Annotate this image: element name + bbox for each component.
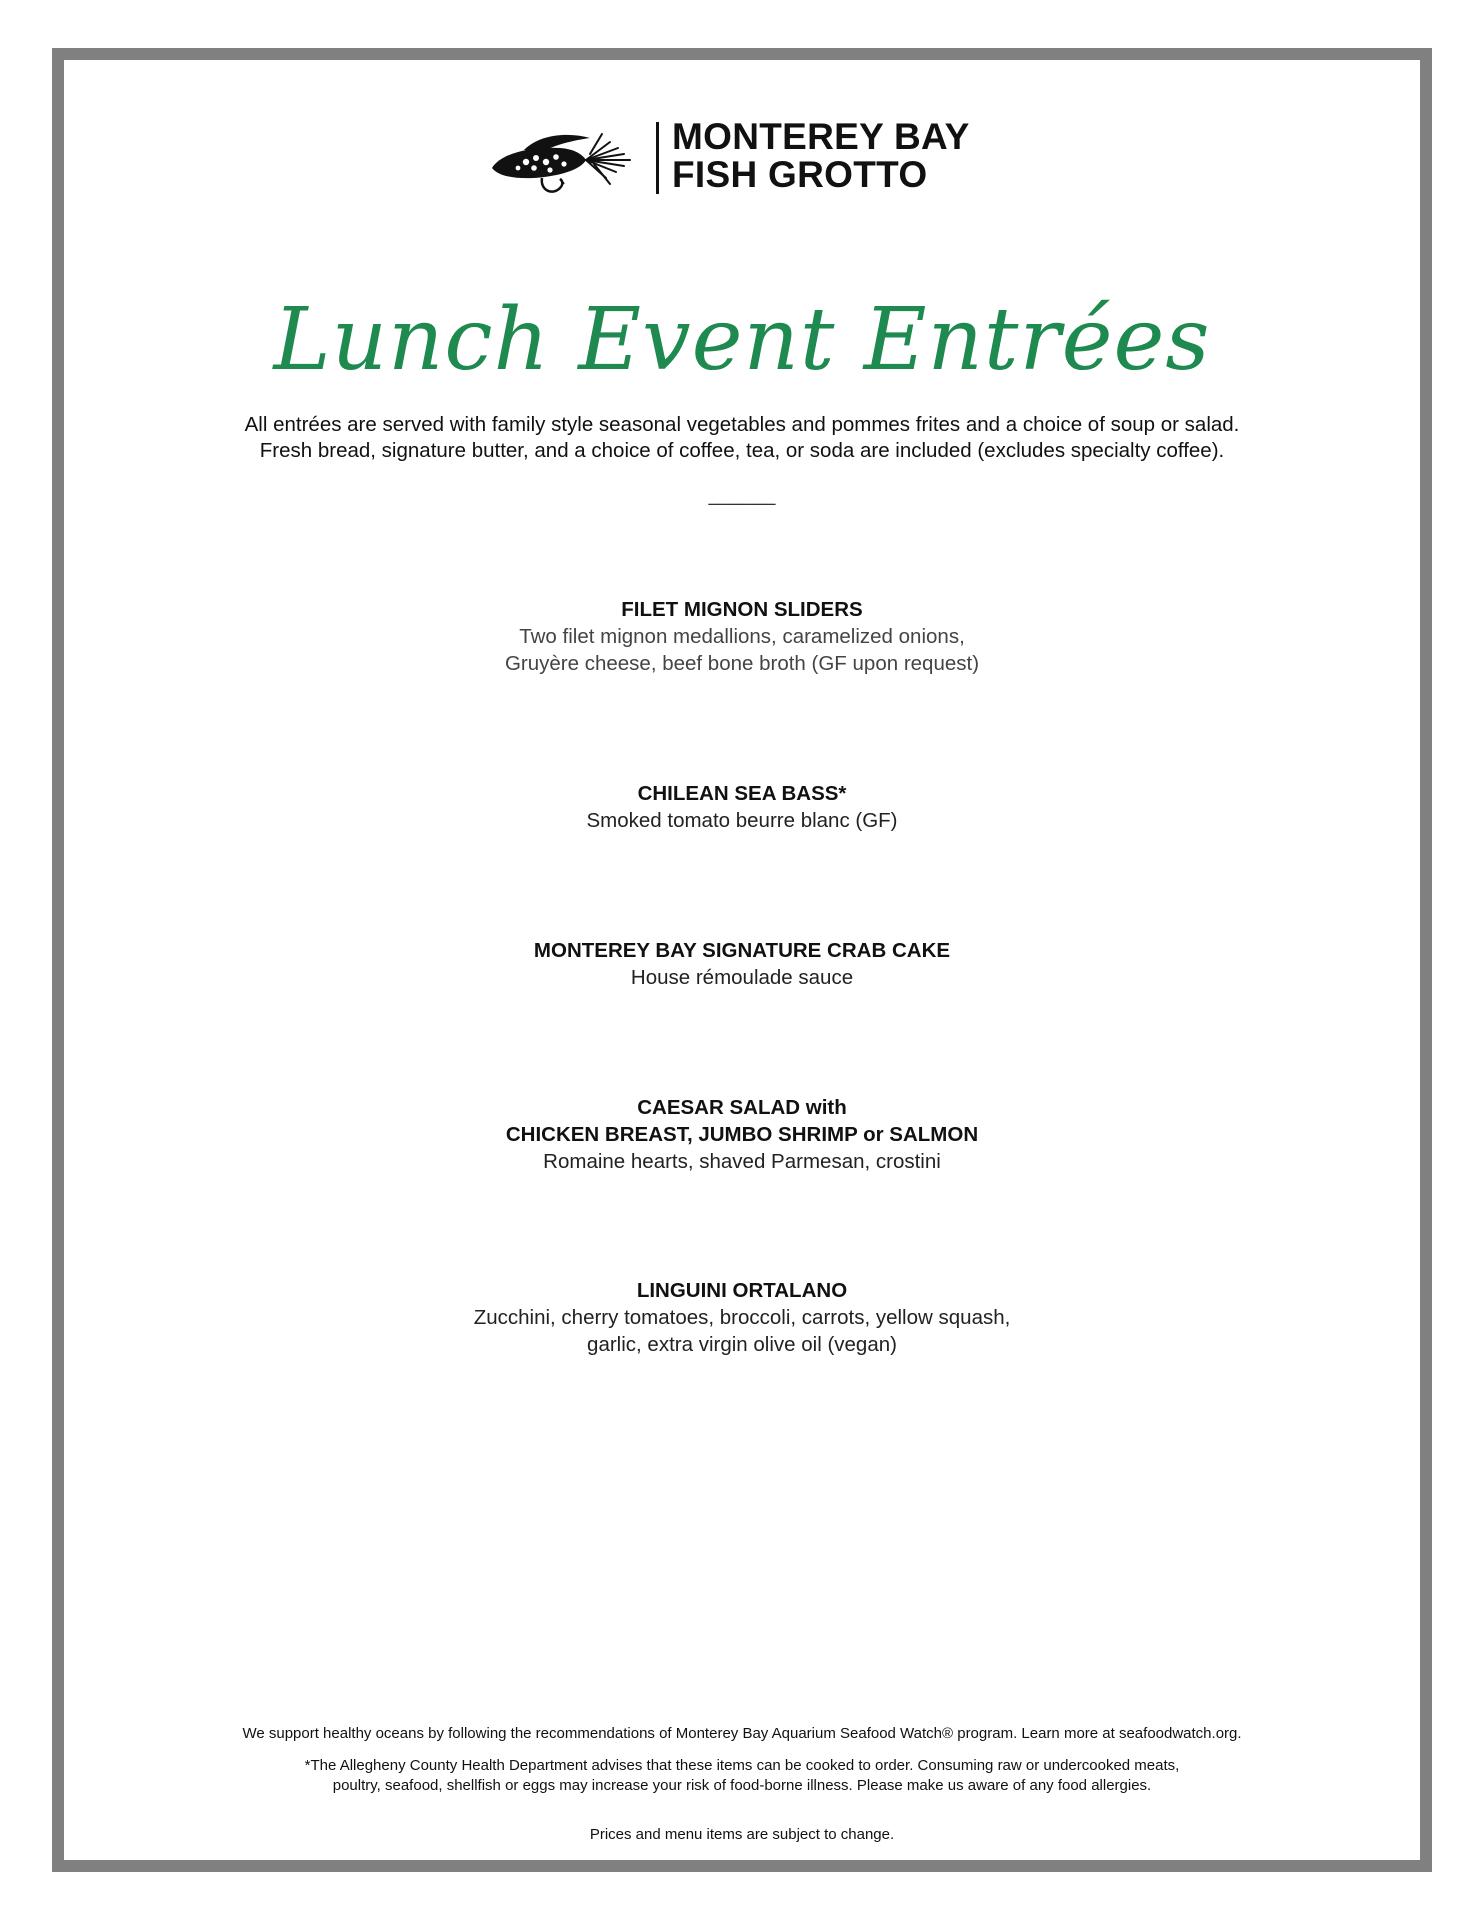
entree-description: Romaine hearts, shaved Parmesan, crostini [543, 1150, 941, 1173]
entree-item [0, 780, 1484, 834]
entree-item [0, 937, 1484, 991]
seafood-watch-note: We support healthy oceans by following the recommendations of Monterey Bay Aquarium Seafood Watch® program. Learn more at seafoodwatch.org. [242, 1725, 1242, 1742]
entree-description: Two filet mignon medallions, caramelized onions, [519, 625, 965, 648]
section-divider: ______ [708, 484, 776, 506]
logo-divider [656, 122, 659, 194]
page-title: Lunch Event Entrées [273, 290, 1211, 390]
entree-name: CHICKEN BREAST, JUMBO SHRIMP or SALMON [505, 1123, 979, 1146]
entree-item [0, 1094, 1484, 1175]
health-advisory-line: *The Allegheny County Health Department advises that these items can be cooked to order. Consuming raw or undercooked meats, [304, 1757, 1180, 1774]
entree-name: MONTEREY BAY SIGNATURE CRAB CAKE [533, 939, 951, 962]
entree-description: Gruyère cheese, beef bone broth (GF upon request) [504, 652, 980, 675]
brand-name [672, 118, 970, 194]
health-advisory [0, 1756, 1484, 1796]
entree-description: Zucchini, cherry tomatoes, broccoli, carrots, yellow squash, [473, 1306, 1011, 1329]
intro-line: Fresh bread, signature butter, and a choice of coffee, tea, or soda are included (excludes specialty coffee). [259, 439, 1225, 462]
entree-item [0, 596, 1484, 677]
entree-item [0, 1277, 1484, 1358]
entree-description: Smoked tomato beurre blanc (GF) [586, 809, 898, 832]
health-advisory-line: poultry, seafood, shellfish or eggs may increase your risk of food-borne illness. Please make us aware of any food allergies. [332, 1777, 1152, 1794]
entree-name: LINGUINI ORTALANO [636, 1279, 848, 1302]
entree-description: garlic, extra virgin olive oil (vegan) [587, 1333, 897, 1356]
entree-name: CAESAR SALAD with [637, 1096, 847, 1119]
entree-name: FILET MIGNON SLIDERS [621, 598, 863, 621]
restaurant-logo [490, 118, 1000, 198]
intro-text [0, 412, 1484, 464]
entree-name: CHILEAN SEA BASS* [637, 782, 847, 805]
brand-name-line1: MONTEREY BAY [672, 116, 970, 157]
prices-note: Prices and menu items are subject to change. [589, 1826, 895, 1843]
brand-name-line2: FISH GROTTO [672, 154, 928, 195]
fishing-fly-icon [490, 124, 640, 198]
intro-line: All entrées are served with family style seasonal vegetables and pommes frites and a choice of soup or salad. [244, 413, 1240, 436]
entree-description: House rémoulade sauce [630, 966, 854, 989]
